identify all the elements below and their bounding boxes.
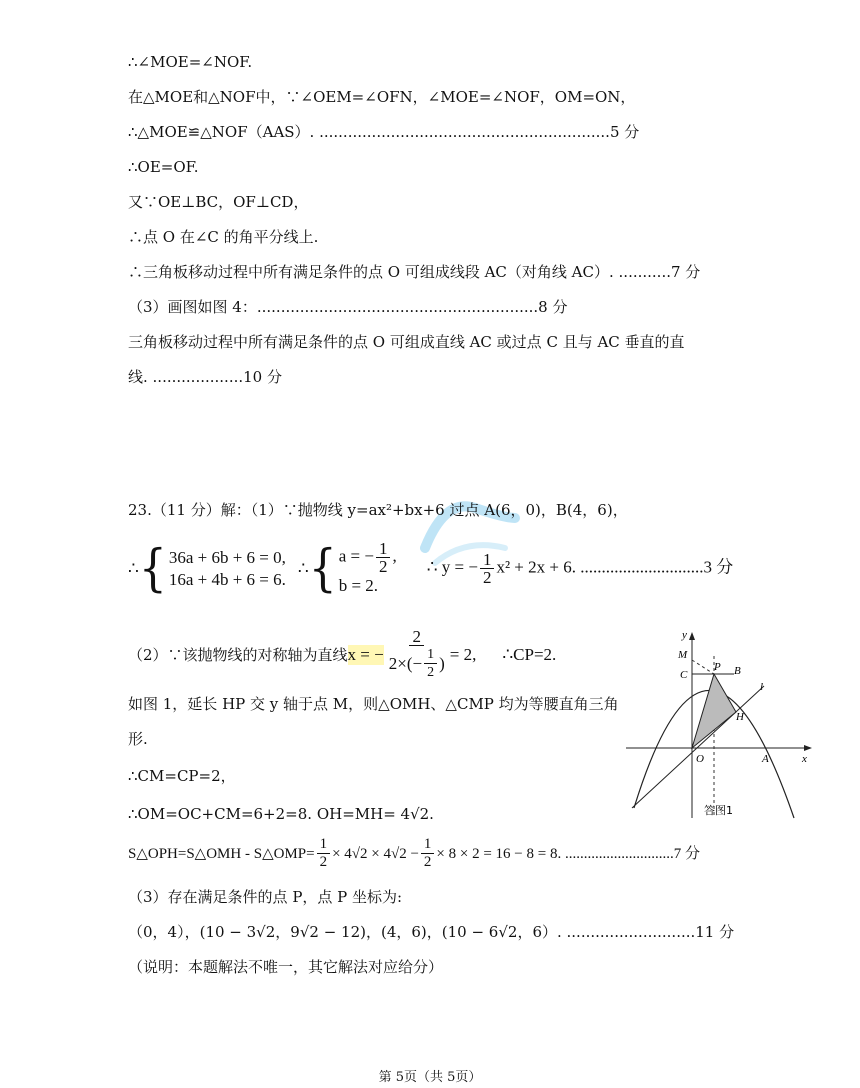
system-1-row-2: 16a + 4b + 6 = 6.: [168, 569, 286, 589]
therefore-symbol: ∴: [128, 558, 139, 578]
line-21: （说明：本题解法不唯一，其它解法对应给分）: [128, 958, 444, 976]
line-4: ∴OE=OF.: [128, 158, 199, 176]
axis-formula: x = − 2 2×(− $\frac{1}{2}$ ) = 2, ∴CP=2.: [347, 627, 557, 680]
line-15: 形.: [128, 730, 148, 748]
system-1: [138, 538, 286, 598]
line-10: 线. ...................10 分: [128, 368, 282, 386]
line-7: ∴三角板移动过程中所有满足条件的点 O 可组成线段 AC（对角线 AC）. ...........7 分: [128, 263, 701, 281]
page-footer: 第 5页（共 5页）: [378, 1070, 482, 1085]
line-14: 如图 1，延长 HP 交 y 轴于点 M，则△OMH、△CMP 均为等腰直角三角: [128, 695, 619, 713]
line-l: [632, 686, 764, 808]
system-2: [309, 540, 397, 597]
line-1: ∴∠MOE=∠NOF.: [128, 53, 253, 71]
system-1-row-1: 36a + 6b + 6 = 0,: [168, 547, 286, 567]
line-8: （3）画图如图 4：...........................................................8 分: [128, 298, 568, 316]
line-2: 在△MOE和△NOF中，∵∠OEM=∠OFN，∠MOE=∠NOF，OM=ON，: [128, 88, 636, 106]
label-p: P: [714, 661, 721, 673]
line-18: S△OPH=S△OMH - S△OMP= $\frac{1}{2}$ × 4√2 × 4√2 − $\frac{1}{2}$ × 8 × 2 = 16 − 8 = 8. .............................7 分: [128, 836, 700, 870]
system-2-row-2: b = 2.: [338, 576, 379, 595]
parabola-equation: ∴ y = − $\frac{1}{2}$ x² + 2x + 6. .............................3 分: [426, 550, 734, 587]
label-a: A: [762, 753, 769, 765]
line-3: ∴△MOE≌△NOF（AAS）. .............................................................5 分: [128, 123, 640, 141]
line-13: （2）∵该抛物线的对称轴为直线 x = − 2 2×(− $\frac{1}{2}$ ) = 2, ∴CP=2.: [128, 627, 557, 680]
system-2-row-1: a = − $\frac{1}{2}$ ,: [338, 539, 397, 576]
label-h: H: [736, 711, 744, 723]
label-l: l: [760, 681, 764, 693]
y-axis-arrow-icon: [689, 632, 695, 640]
line-9: 三角板移动过程中所有满足条件的点 O 可组成直线 AC 或过点 C 且与 AC 垂直的直: [128, 333, 685, 351]
label-x: x: [802, 753, 807, 765]
brace-icon: {: [308, 538, 337, 598]
line-11: 23.（11 分）解：（1）∵抛物线 y=ax²+bx+6 过点 A(6，0)，B(4，6)，: [128, 501, 628, 519]
brace-icon: {: [138, 538, 167, 598]
label-c: C: [680, 669, 688, 681]
line-20: （0，4），(10 − 3√2，9√2 − 12)，(4，6)，(10 − 6√2，6）. ...........................11 分: [128, 923, 735, 941]
therefore-symbol-2: ∴: [297, 558, 309, 578]
label-b: B: [734, 665, 741, 677]
label-y: y: [682, 629, 687, 641]
line-5: 又∵OE⊥BC，OF⊥CD，: [128, 193, 309, 211]
label-o: O: [696, 753, 704, 765]
label-m: M: [678, 649, 688, 661]
figure-1-diagram: [622, 628, 822, 828]
mp-dashed: [692, 660, 714, 674]
line-17: ∴OM=OC+CM=6+2=8. OH=MH= 4√2.: [128, 805, 434, 823]
x-axis-arrow-icon: [804, 745, 812, 751]
figure-caption: 答图1: [704, 804, 733, 817]
equation-system-line: [128, 540, 733, 597]
line-19: （3）存在满足条件的点 P，点 P 坐标为:: [128, 888, 403, 906]
line-6: ∴点 O 在∠C 的角平分线上.: [128, 228, 319, 246]
line-16: ∴CM=CP=2，: [128, 767, 236, 785]
